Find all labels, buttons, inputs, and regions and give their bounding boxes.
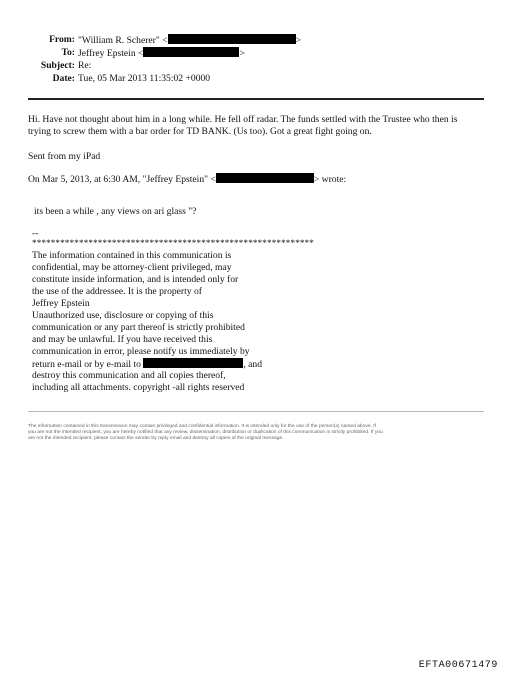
disclaimer-line: communication in error, please notify us immediately by [32, 346, 250, 357]
footer-divider [28, 411, 484, 412]
disclaimer-line: including all attachments. copyright -all rights reserved [32, 382, 245, 393]
quote-intro-start: On Mar 5, 2013, at 6:30 AM, "Jeffrey Epstein" < [28, 174, 216, 185]
redaction-bar [168, 34, 296, 44]
disclaimer-line: The information contained in this communication is [32, 250, 232, 261]
redaction-bar [143, 47, 239, 57]
disclaimer-line: and may be unlawful. If you have received this [32, 334, 213, 345]
disclaimer-line: destroy this communication and all copies thereof, [32, 370, 226, 381]
date-value: Tue, 05 Mar 2013 11:35:02 +0000 [78, 73, 211, 84]
footer-line: are not the intended recipient, please contact the sender by reply email and destroy all copies of the original message. [28, 436, 284, 442]
redaction-bar [143, 358, 243, 368]
from-text: "William R. Scherer" < [78, 35, 168, 46]
disclaimer-line: communication or any part thereof is strictly prohibited [32, 322, 245, 333]
signature-dashes: -- [32, 228, 39, 239]
to-label: To: [61, 47, 75, 58]
disclaimer-line: Jeffrey Epstein [32, 298, 90, 309]
to-text: Jeffrey Epstein < [78, 48, 144, 59]
footer-line: The information contained in this transmission may contain privileged and confidential information. It is intended only for the use of the person(s) named above. If [28, 424, 376, 429]
footer-notice [28, 424, 486, 443]
date-label: Date: [52, 73, 75, 84]
email-line-end: , and [243, 359, 263, 370]
sent-from: Sent from my iPad [28, 151, 101, 162]
from-label: From: [49, 34, 75, 45]
disclaimer-line: the use of the addressee. It is the property of [32, 286, 202, 297]
redaction-bar [216, 173, 314, 183]
to-value [78, 47, 245, 60]
from-value [78, 34, 301, 47]
disclaimer-line: Unauthorized use, disclosure or copying of this [32, 310, 214, 321]
body-line-2: trying to screw them with a bar order for TD BANK. (Us too). Got a great fight going on. [28, 126, 372, 137]
quoted-message: its been a while , any views on ari glass "? [34, 206, 197, 217]
disclaimer-line: constitute inside information, and is intended only for [32, 274, 239, 285]
email-line-start: return e-mail or by e-mail to [32, 359, 141, 370]
body-line-1: Hi. Have not thought about him in a long while. He fell off radar. The funds settled with the Trustee who then is [28, 114, 458, 125]
to-close-bracket: > [239, 48, 245, 59]
signature-stars: ************************************************************ [32, 238, 314, 248]
subject-value: Re: [78, 60, 92, 71]
disclaimer-line: confidential, may be attorney-client privileged, may [32, 262, 232, 273]
from-close-bracket: > [295, 35, 302, 46]
footer-line: you are not the intended recipient, you are hereby notified that any review, dissemination, distribution or duplication of this communication is strictly prohibited. If you [28, 430, 383, 436]
quote-intro [28, 173, 488, 186]
quote-intro-end: > wrote: [313, 174, 347, 185]
document-stamp: EFTA00671479 [418, 660, 498, 671]
subject-label: Subject: [40, 60, 75, 71]
header-divider [28, 98, 484, 100]
